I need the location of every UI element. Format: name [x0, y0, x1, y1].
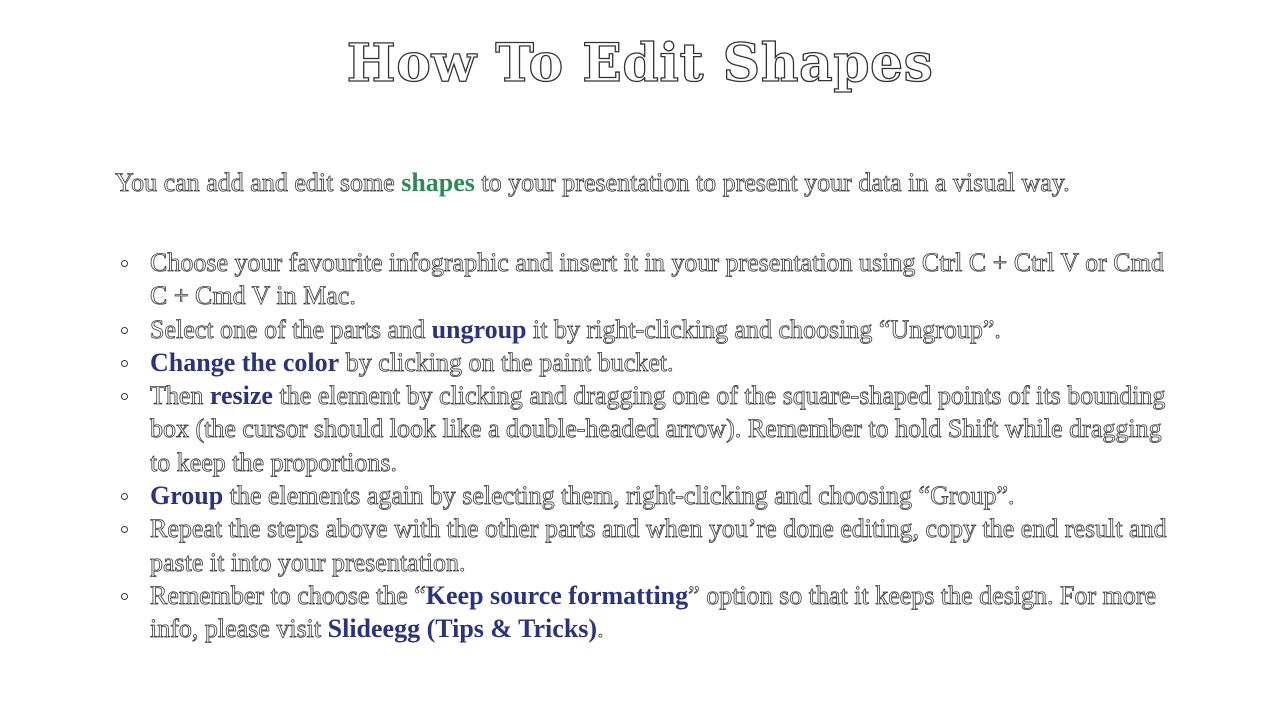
intro-text-before: You can add and edit some — [115, 168, 402, 197]
item-1-text: Choose your favourite infographic and insert it in your presentation using Ctrl C + Ctrl V or Cmd C + Cmd V in Mac. — [150, 248, 1164, 311]
item-5-text-after: the elements again by selecting them, right-clicking and choosing “Group”. — [223, 481, 1015, 511]
instruction-list — [150, 246, 1180, 646]
instruction-item-3 — [150, 346, 1180, 379]
item-2-highlight: ungroup — [431, 314, 527, 344]
item-5-highlight: Group — [150, 481, 224, 511]
instruction-item-1 — [150, 246, 1180, 313]
item-7-text-before: Remember to choose the “ — [150, 580, 426, 610]
instruction-item-6 — [150, 512, 1180, 579]
intro-text-after: to your presentation to present your data in a visual way. — [474, 168, 1070, 197]
slideegg-tips-link[interactable]: Slideegg (Tips & Tricks) — [327, 614, 598, 644]
item-7-text-after: . — [597, 614, 604, 644]
item-7-highlight: Keep source formatting — [425, 580, 689, 610]
item-3-text-after: by clicking on the paint bucket. — [339, 347, 674, 377]
item-4-text-before: Then — [150, 381, 210, 411]
instruction-item-2 — [150, 313, 1180, 346]
item-2-text-before: Select one of the parts and — [150, 314, 432, 344]
item-2-text-after: it by right-clicking and choosing “Ungroup”. — [526, 314, 1001, 344]
instruction-item-7 — [150, 579, 1180, 646]
instruction-item-5 — [150, 479, 1180, 512]
intro-paragraph — [115, 166, 1195, 199]
item-6-text: Repeat the steps above with the other parts and when you’re done editing, copy the end result and paste it into your presentation. — [150, 514, 1167, 577]
intro-highlight-shapes: shapes — [401, 168, 475, 197]
item-4-text-after: the element by clicking and dragging one of the square-shaped points of its bounding box (the cursor should look like a double-headed arrow). Remember to hold Shift while dragging to keep the proportions. — [150, 381, 1166, 477]
slide-title: How To Edit Shapes — [346, 33, 934, 94]
item-3-highlight: Change the color — [150, 347, 340, 377]
item-7-text-middle: ” option so that it keeps the design. For more info, please visit — [150, 580, 1157, 644]
instruction-item-4 — [150, 379, 1180, 479]
item-4-highlight: resize — [209, 381, 273, 411]
